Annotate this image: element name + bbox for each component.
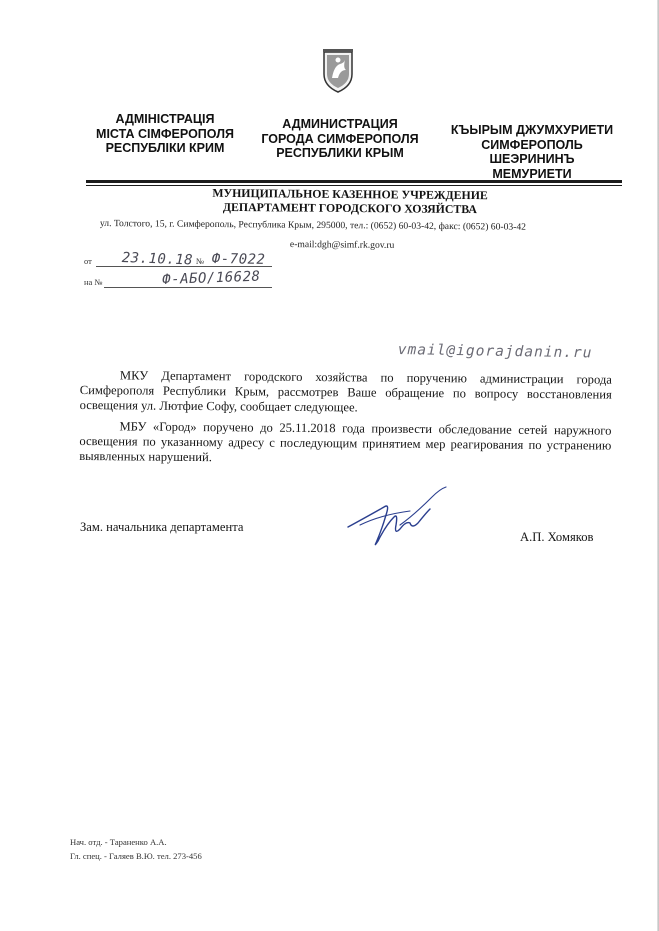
ref-to-number-handwritten: Ф-АБО/16628	[162, 268, 261, 288]
body-paragraph: МБУ «Город» поручено до 25.11.2018 года произвести обследование сетей наружного освещения по указанному адресу с последующим принятием мер реагирования по устранению выявленных нарушений.	[79, 419, 612, 465]
ref-number-label: №	[196, 256, 205, 266]
signer-title: Зам. начальника департамента	[80, 520, 244, 534]
ref-to-line	[104, 287, 272, 288]
header-crh-line: ШЕЭРИНИНЪ	[489, 152, 575, 166]
body-paragraph: МКУ Департамент городского хозяйства по поручению администрации города Симферополя Республики Крым, рассмотрев Ваше обращение по вопросу восстановления освещения ул. Лютфие Софу, сообщает следующее.	[79, 368, 612, 415]
header-divider-thin	[86, 185, 622, 186]
header-uk-line: АДМІНІСТРАЦІЯ	[115, 112, 215, 126]
signer-name: А.П. Хомяков	[520, 530, 594, 544]
header-ru-line: ГОРОДА СИМФЕРОПОЛЯ	[261, 131, 419, 146]
handwritten-email: vmail@igorajdanin.ru	[397, 342, 593, 362]
organization-address: ул. Толстого, 15, г. Симферополь, Республика Крым, 295000, тел.: (0652) 60-03-42, факс: (0652) 60-03-42	[99, 218, 527, 233]
organization-line: МУНИЦИПАЛЬНОЕ КАЗЕННОЕ УЧРЕЖДЕНИЕ	[212, 185, 488, 203]
letter-body	[79, 368, 612, 468]
ref-to-label: на №	[84, 277, 103, 287]
header-ukrainian	[80, 112, 250, 156]
crimea-coat-of-arms-icon	[320, 48, 356, 94]
header-ru-line: АДМИНИСТРАЦИЯ	[282, 117, 398, 131]
footer-line: Гл. спец. - Галяев В.Ю. тел. 273-456	[70, 850, 202, 861]
handwritten-signature	[340, 485, 460, 555]
header-crh-line: КЪЫРЫМ ДЖУМХУРИЕТИ	[450, 123, 614, 137]
ref-number-handwritten: Ф-7022	[211, 251, 266, 268]
organization-line: ДЕПАРТАМЕНТ ГОРОДСКОГО ХОЗЯЙСТВА	[222, 199, 477, 216]
header-ru-line: РЕСПУБЛИКИ КРЫМ	[276, 146, 404, 160]
header-divider-thick	[86, 180, 622, 183]
organization-email: e-mail:dgh@simf.rk.gov.ru	[289, 239, 395, 251]
ref-from-label: от	[84, 256, 92, 266]
header-uk-line: МІСТА СІМФЕРОПОЛЯ	[96, 126, 234, 141]
ref-date-handwritten: 23.10.18	[121, 250, 194, 269]
header-crh-line: СИМФЕРОПОЛЬ	[481, 137, 583, 152]
header-uk-line: РЕСПУБЛІКИ КРИМ	[105, 141, 225, 155]
header-crimean-tatar	[442, 123, 622, 181]
document-footer	[70, 836, 202, 863]
footer-line: Нач. отд. - Тараненко А.А.	[70, 837, 167, 847]
organization-name	[180, 187, 520, 217]
header-russian	[258, 117, 422, 161]
header-crh-line: МЕМУРИЕТИ	[492, 166, 572, 181]
